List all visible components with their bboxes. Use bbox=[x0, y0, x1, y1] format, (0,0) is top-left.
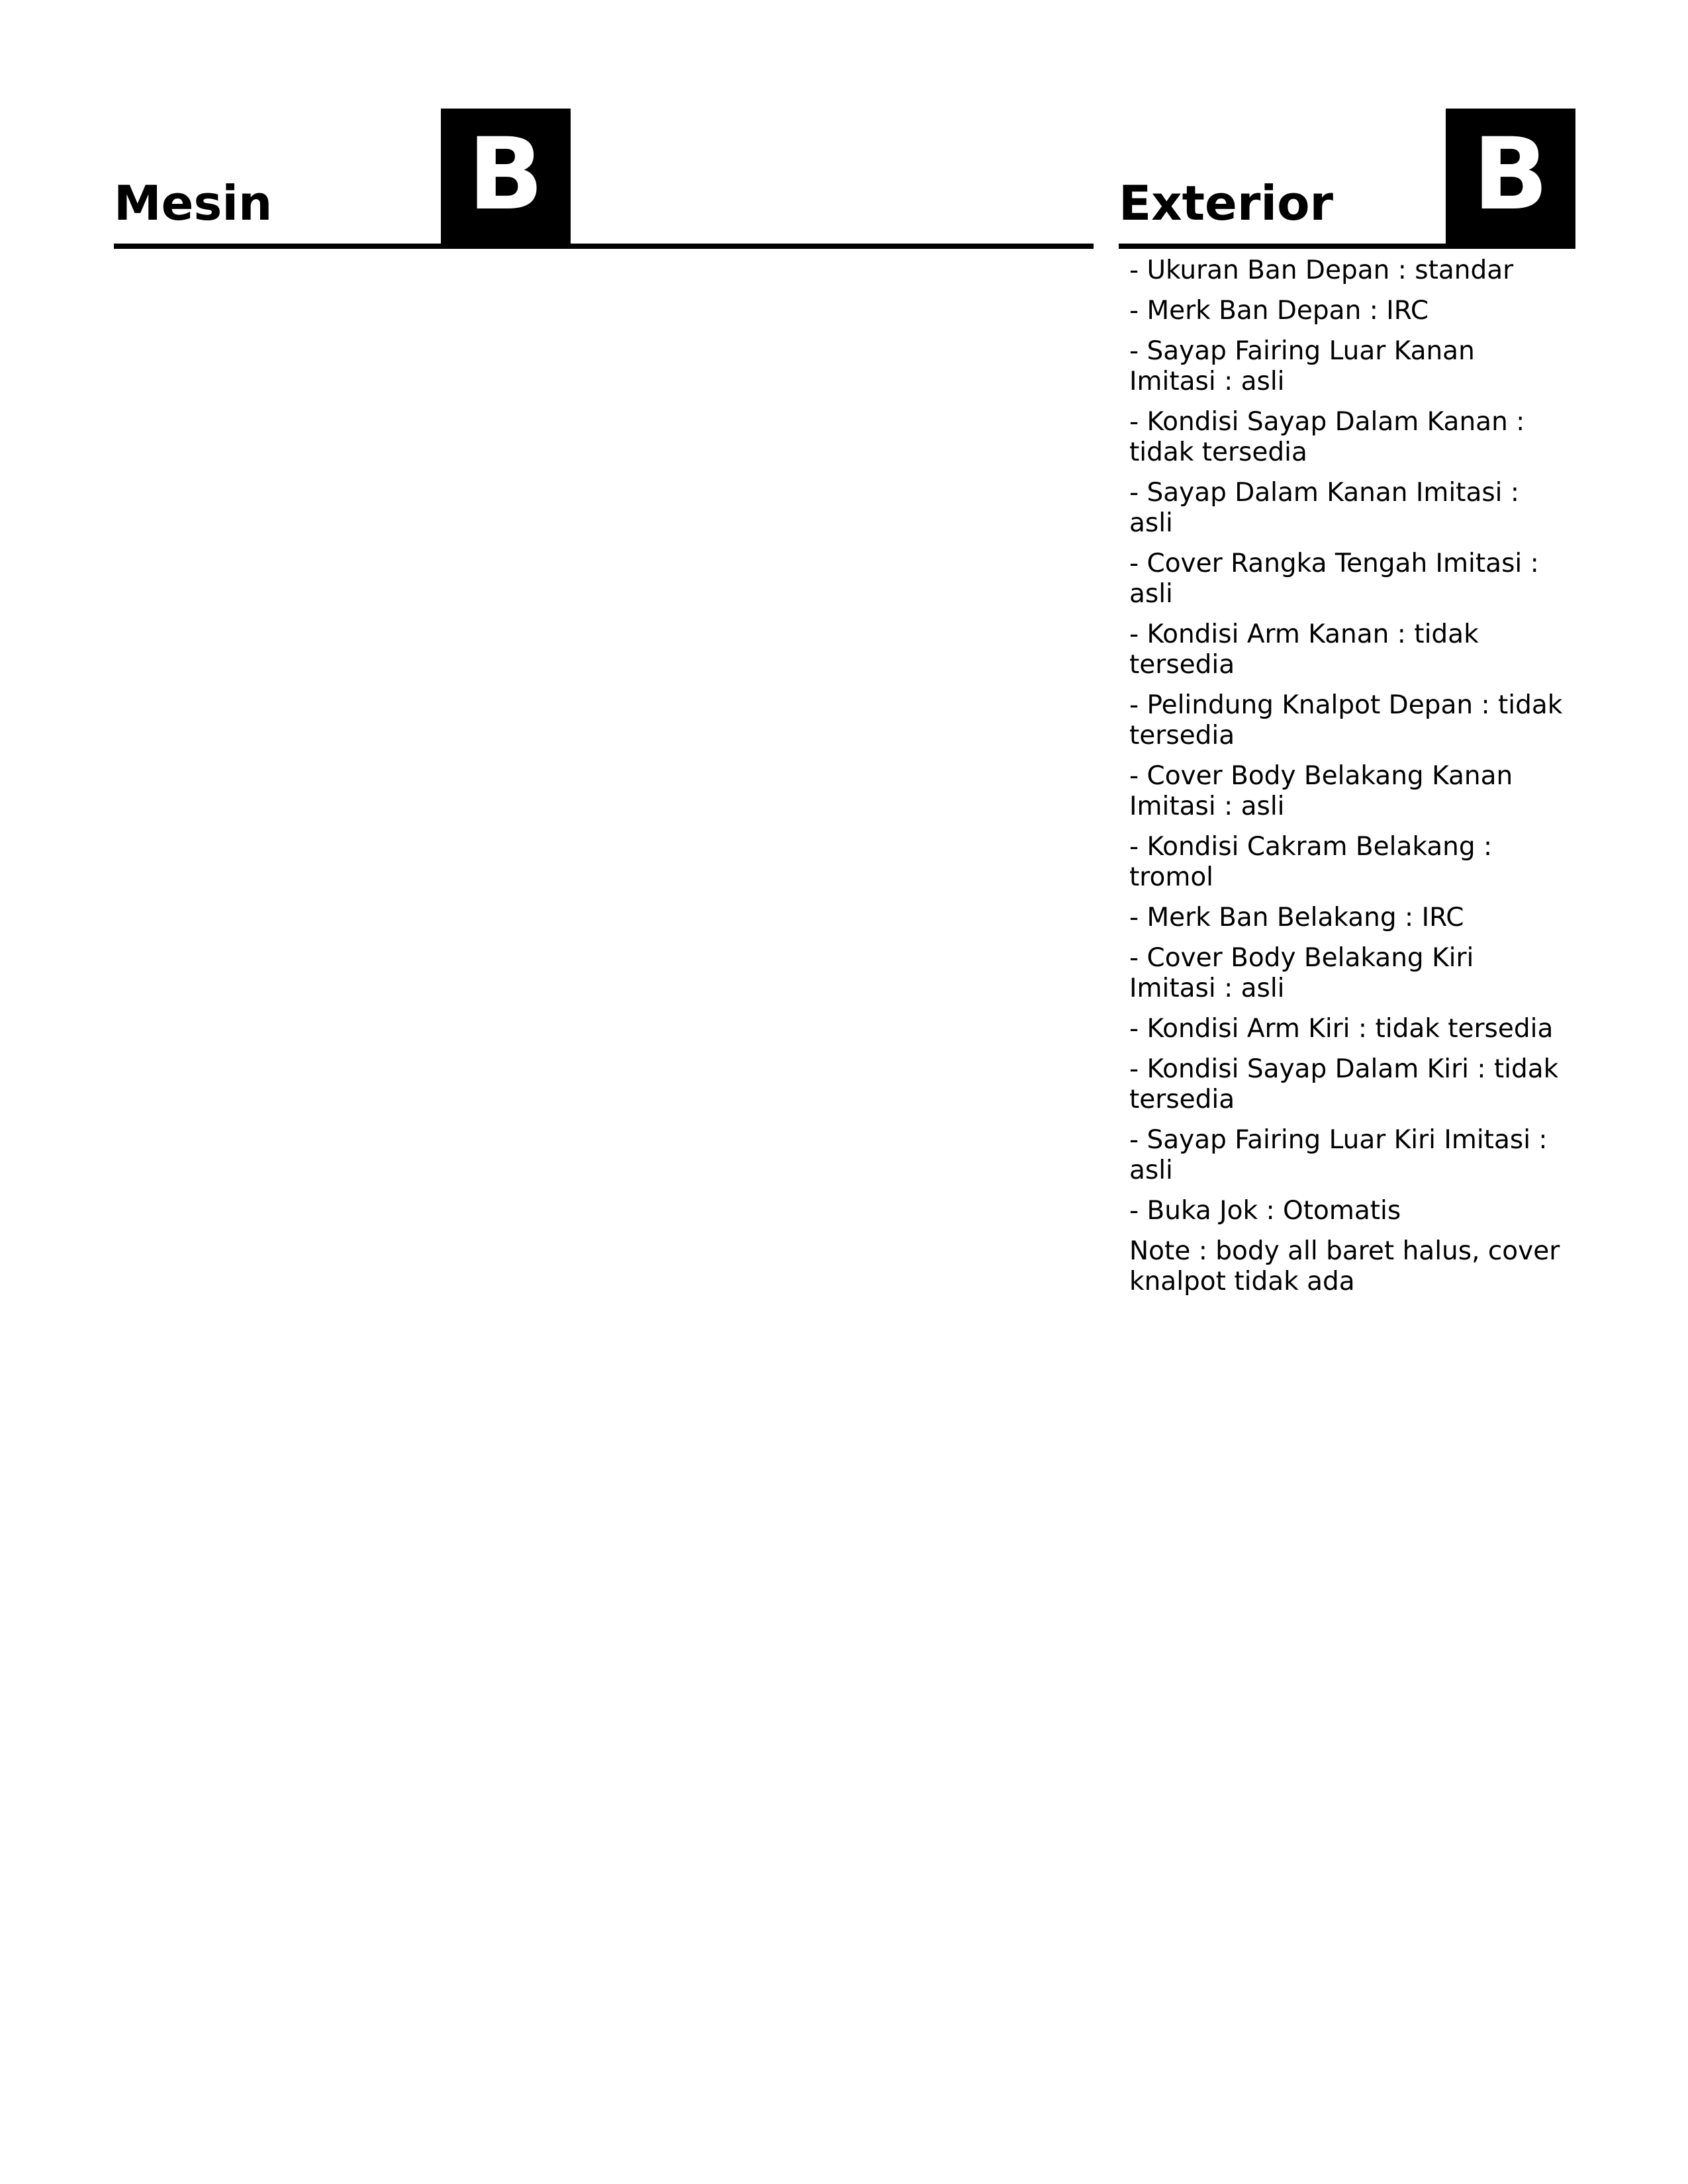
exterior-grade-badge: B bbox=[1446, 109, 1575, 246]
exterior-section bbox=[1119, 0, 1575, 265]
list-item: - Sayap Fairing Luar Kanan Imitasi : asli bbox=[1129, 336, 1475, 396]
list-item: - Kondisi Arm Kanan : tidak tersedia bbox=[1129, 619, 1479, 680]
exterior-spec-list bbox=[1129, 255, 1566, 1307]
list-item: - Merk Ban Depan : IRC bbox=[1129, 296, 1429, 326]
mesin-title: Mesin bbox=[114, 175, 273, 231]
mesin-grade-badge: B bbox=[441, 109, 571, 246]
list-item: - Buka Jok : Otomatis bbox=[1129, 1196, 1401, 1226]
list-item: - Sayap Dalam Kanan Imitasi : asli bbox=[1129, 478, 1520, 538]
mesin-divider bbox=[114, 244, 1094, 249]
exterior-title: Exterior bbox=[1119, 175, 1334, 231]
list-item: - Cover Body Belakang Kanan Imitasi : asli bbox=[1129, 761, 1513, 821]
list-item: - Pelindung Knalpot Depan : tidak tersedia bbox=[1129, 690, 1563, 751]
list-item: - Sayap Fairing Luar Kiri Imitasi : asli bbox=[1129, 1125, 1548, 1185]
exterior-divider bbox=[1119, 244, 1575, 249]
list-item: - Kondisi Cakram Belakang : tromol bbox=[1129, 832, 1493, 892]
mesin-section bbox=[114, 0, 1094, 265]
list-item: - Merk Ban Belakang : IRC bbox=[1129, 903, 1464, 933]
list-item: - Kondisi Arm Kiri : tidak tersedia bbox=[1129, 1014, 1554, 1044]
exterior-note: Note : body all baret halus, cover knalpot tidak ada bbox=[1129, 1236, 1560, 1297]
list-item: - Cover Body Belakang Kiri Imitasi : asli bbox=[1129, 943, 1474, 1003]
list-item: - Ukuran Ban Depan : standar bbox=[1129, 255, 1514, 285]
list-item: - Kondisi Sayap Dalam Kiri : tidak tersedia bbox=[1129, 1054, 1559, 1115]
list-item: - Kondisi Sayap Dalam Kanan : tidak tersedia bbox=[1129, 407, 1525, 467]
list-item: - Cover Rangka Tengah Imitasi : asli bbox=[1129, 549, 1539, 609]
